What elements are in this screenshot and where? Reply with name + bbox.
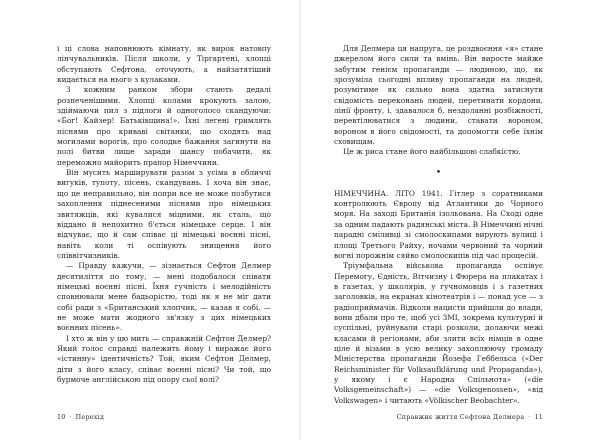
paragraph: Тріумфальна військова пропаганда оспівує Перемогу, Єдність, Вітчизну і Фюрера на плакатах і в газетах, у школярів, у гучномовців і з газетних заголовків, на екранах кінотеатрів і — понад усе — з радіоприймачів. Відколи нацисти прийшли до влади, вони дбали про те, щоб усі ЗМІ, зокрема культурні й суспільні, руйнували старі розколи, долаючи межі класами й регіонами, аби злити всіх німців в одне ціле й візьми в усю велику захоплюючу громаду Міністерства пропаганди Йозефа Геббельса («Der Reichsminister für Volksaufklärung und Propaganda»), у якому і є Народна Спільнота» («die Volksgemeinschaft») — «die Volksgenossen», «від Volkswagen» і читають «Völkischer Beobachter».: [334, 261, 543, 405]
folio-divider: ·: [69, 414, 72, 421]
right-folio: [397, 414, 543, 421]
right-page: [300, 0, 600, 440]
left-folio: [57, 414, 104, 421]
paragraph: і ці слова наповнюють кімнату, як вирок натовпу лінчувальників. Після школи, у Тіргартені, хлопці обступають Сефтона, оточують, а найзатятіший кидається на нього з кулаками.: [57, 44, 271, 85]
right-page-text: [334, 44, 543, 406]
left-page-text: [57, 44, 271, 385]
paragraph: Для Делмера ця напруга, це роздвоєння «я» стане джерелом його сили та вмінь. Він виросте майже забутим генієм пропаганди — людиною, що, як зрозуміла сьогодні впливу пропаганди на людей, розумітиме як сильно вона здатна затиснути свідомість переконань людей, перетинати кордони, лінії фронту, і, здавалося б, нездоланні розбіжності, перевтілюватися з людини, ставати вороном, вороном в його свідомості, та допомогти себе їхнім сховищам.: [334, 44, 543, 147]
page-number: 11: [534, 414, 543, 421]
page-number: 10: [57, 414, 66, 421]
paragraph: НІМЕЧЧИНА. ЛІТО 1941. Гітлер з соратниками контролюють Європу від Атлантики до Чорного моря. На заході Британія ізольована. На Сході одне за одним падають радянські міста. В Німеччині нічні парадні сміливці зі смолоскипами вирують вулиці і площі Третього Райху, ночами червоний та чорний вогні порожнім сяйво смолоскипів під час процесій.: [334, 188, 543, 260]
paragraph: Це ж риса стане його найбільшою слабкістю.: [343, 147, 521, 157]
section-separator: •: [435, 167, 442, 178]
paragraph: Він мусить марширувати разом з усіма в обличчі вигуків, тупоту, пісень, скандувань. І хоча він знає, що це неправильно, він попри все не може позбутися захоплення піднесеними піснями про німецьких звитяжців, які кувалися міцними, як сталь, що віддано й непохитно б'ється німецьке серце. І він відчуває, що й сам співає ці німецькі воєнні пісні, навіть коли ті оспівують знищення його співвітчизників.: [57, 168, 271, 260]
paragraph: І хто ж він у цю мить — справжній Сефтон Делмер? Який голос справді належить йому і виражає його «істинну» ідентичність? Той, яким Сефтон Делмер, діти з його класу, співає воєнні пісні? Чи той, що бурмоче англійською під опору сьої волі?: [57, 333, 271, 384]
running-head: Справжнє життя Сефтона Делмера: [396, 414, 525, 421]
folio-divider: ·: [528, 414, 531, 421]
paragraph: З кожним ранком збори стають дедалі розпеченішими. Хлопці колами крокують залою, здіймаючи пил з підлоги й одноголосо скандуючи: «Бог! Кайзер! Батьківщина!». Їхні легені гримлять піснями про криваві світанки, що сходять над могилами ворогів, про солодке бажання загинути на полі битви лише заради шансу побачити, як переможно майорить прапор Німеччини.: [57, 85, 271, 167]
paragraph: — Правду кажучи, — зізнається Сефтон Делмер десятиліття по тому, — мені подобалося співати німецькі воєнні пісні. Їхня гучність і мелодійність сповнювали мене бадьорістю, тоді як я не міг дати собі ради з «Британський хлопчик, — казав я собі, — не може мати жодного зв'язку з цих німецьких воєнних пісень».: [57, 261, 271, 333]
running-head: Перехід: [75, 414, 105, 421]
